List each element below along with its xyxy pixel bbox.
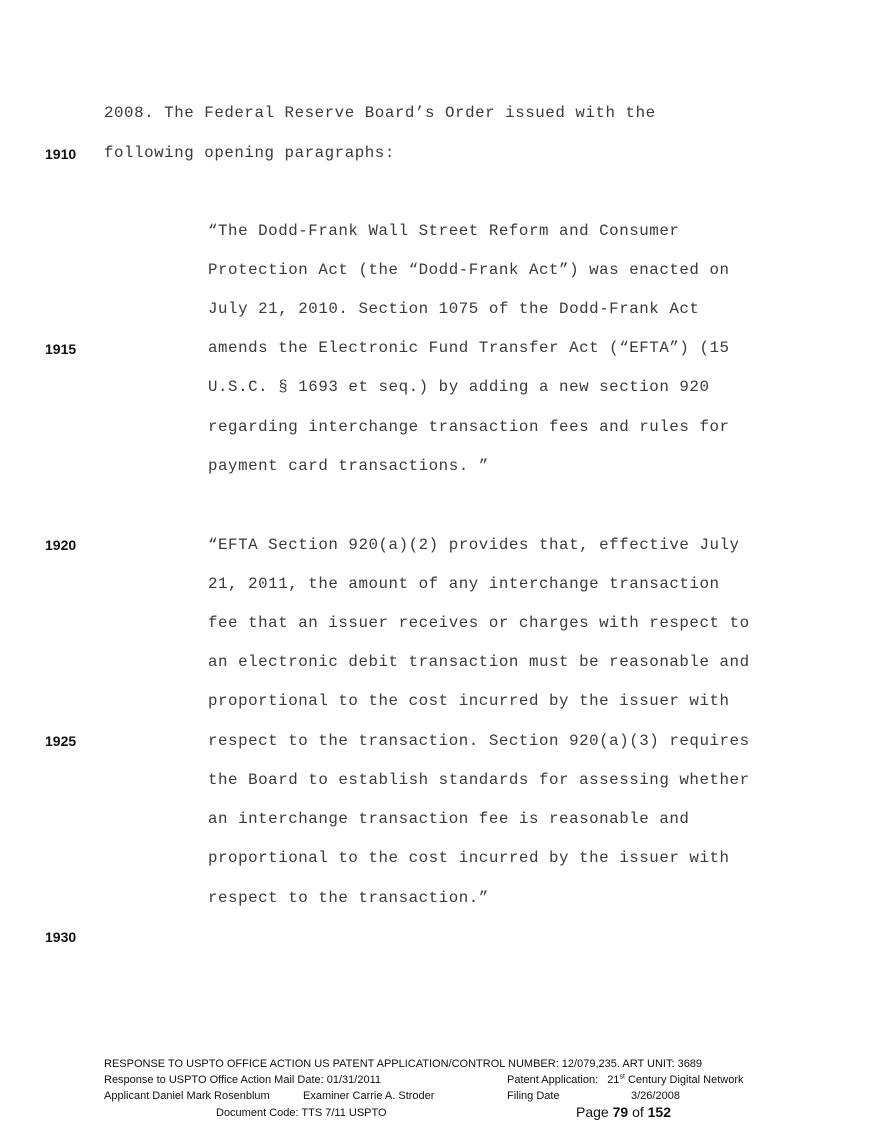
quote-text-line: respect to the transaction. Section 920(a)(3) requires	[208, 732, 750, 750]
quote-text-line: July 21, 2010. Section 1075 of the Dodd-Frank Act	[208, 300, 700, 318]
quote-text-line: Protection Act (the “Dodd-Frank Act”) was enacted on	[208, 261, 730, 279]
line-number-1930: 1930	[45, 929, 77, 945]
line-number-1910: 1910	[45, 146, 77, 162]
quote-text-line: the Board to establish standards for assessing whether	[208, 771, 750, 789]
line-number-1925: 1925	[45, 733, 77, 749]
quote-text-line: an electronic debit transaction must be reasonable and	[208, 653, 750, 671]
quote-text-line: payment card transactions. ”	[208, 457, 489, 475]
quote-text-line: “EFTA Section 920(a)(2) provides that, effective July	[208, 536, 740, 554]
quote-text-line: fee that an issuer receives or charges with respect to	[208, 614, 750, 632]
quote-text-line: amends the Electronic Fund Transfer Act (“EFTA”) (15	[208, 339, 730, 357]
quote-text-line: proportional to the cost incurred by the issuer with	[208, 849, 730, 867]
quote-text-line: U.S.C. § 1693 et seq.) by adding a new section 920	[208, 378, 710, 396]
footer-filing-date: 3/26/2008	[631, 1090, 680, 1102]
body-text-line: following opening paragraphs:	[104, 144, 395, 162]
quote-text-line: 21, 2011, the amount of any interchange transaction	[208, 575, 720, 593]
footer-applicant: Applicant Daniel Mark Rosenblum	[104, 1090, 270, 1102]
body-text-line: 2008. The Federal Reserve Board’s Order issued with the	[104, 104, 656, 122]
page-indicator: Page 79 of 152	[576, 1104, 671, 1120]
footer-patent-title: 21st Century Digital Network	[607, 1073, 744, 1086]
page-total: 152	[647, 1104, 671, 1120]
line-number-1920: 1920	[45, 537, 77, 553]
footer-filing-date-label: Filing Date	[507, 1090, 560, 1102]
footer-line-1: RESPONSE TO USPTO OFFICE ACTION US PATENT APPLICATION/CONTROL NUMBER: 12/079,235. ART UNIT: 3689	[104, 1058, 703, 1070]
quote-text-line: proportional to the cost incurred by the issuer with	[208, 692, 730, 710]
footer-patent-application	[507, 1074, 743, 1086]
quote-text-line: respect to the transaction.”	[208, 889, 489, 907]
footer-examiner: Examiner Carrie A. Stroder	[303, 1090, 435, 1102]
quote-text-line: an interchange transaction fee is reasonable and	[208, 810, 690, 828]
footer-patent-application-label: Patent Application:	[507, 1074, 599, 1086]
quote-text-line: regarding interchange transaction fees and rules for	[208, 418, 730, 436]
page-number: 79	[612, 1104, 629, 1120]
quote-text-line: “The Dodd-Frank Wall Street Reform and Consumer	[208, 222, 680, 240]
line-number-1915: 1915	[45, 341, 77, 357]
footer-document-code: Document Code: TTS 7/11 USPTO	[216, 1107, 387, 1119]
footer-mail-date: Response to USPTO Office Action Mail Date: 01/31/2011	[104, 1074, 381, 1086]
